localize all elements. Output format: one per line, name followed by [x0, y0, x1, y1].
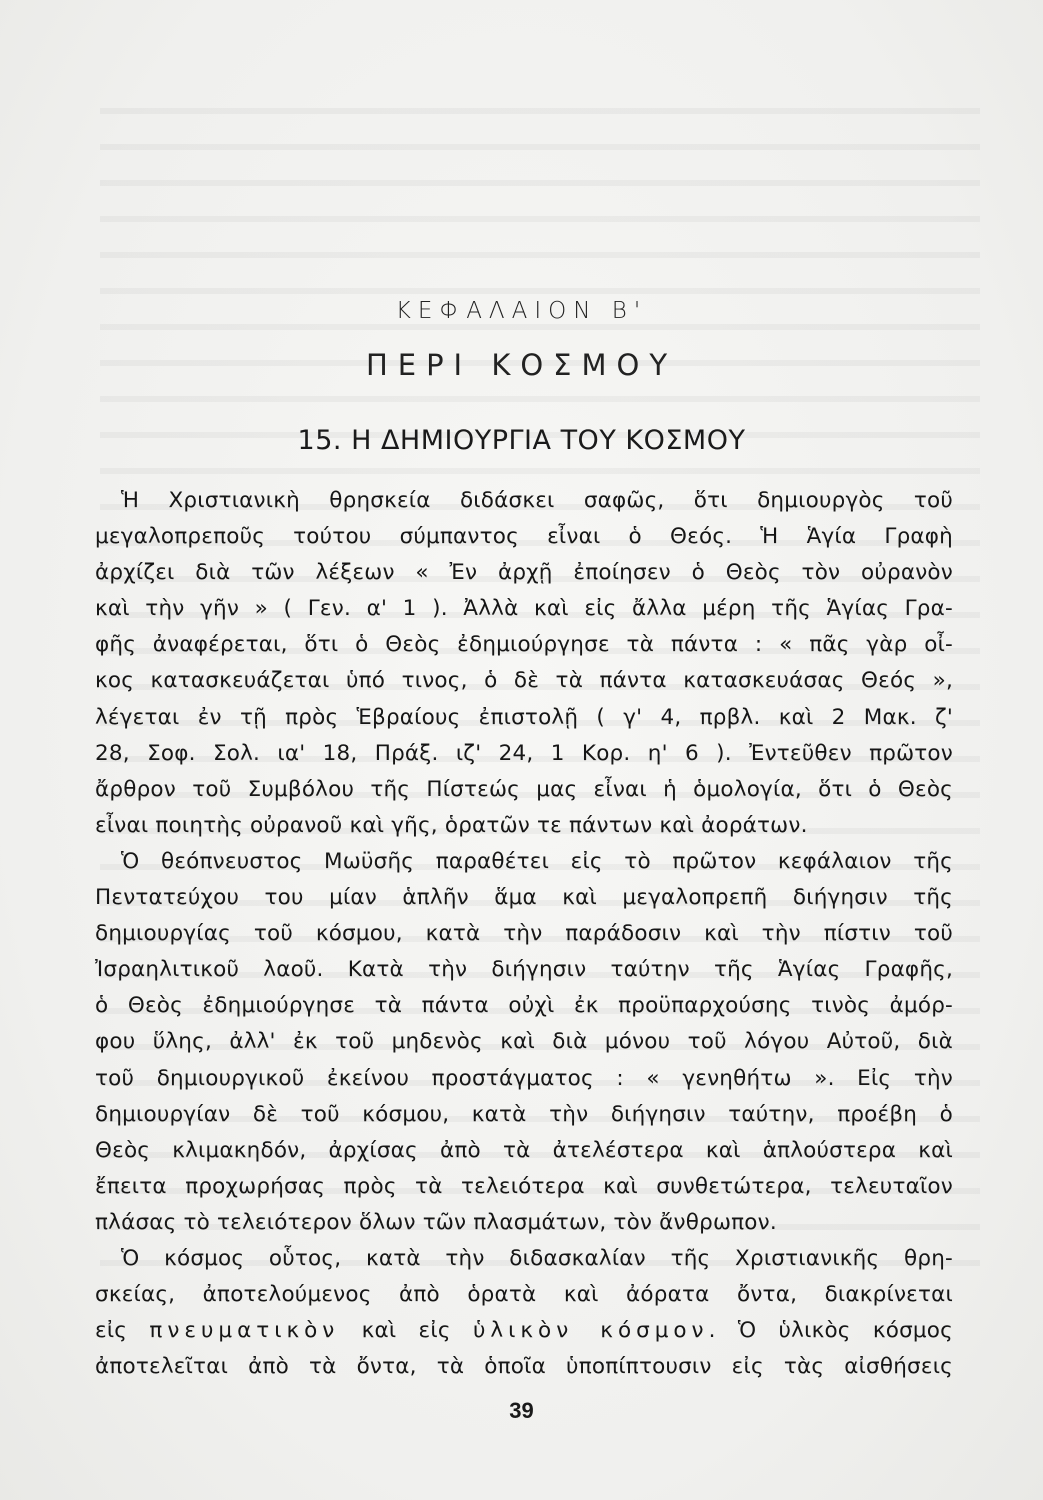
text-line: καὶ τὴν γῆν » ( Γεν. α' 1 ). Ἀλλὰ καὶ εἰς ἄλλα μέρη τῆς Ἁγίας Γρα-	[95, 596, 953, 622]
text-line: Ὁ κόσμος οὗτος, κατὰ τὴν διδασκαλίαν τῆς Χριστιανικῆς θρη-	[121, 1245, 953, 1271]
text-line: ἔπειτα προχωρήσας πρὸς τὰ τελειότερα καὶ συνθετώτερα, τελευταῖον	[95, 1173, 953, 1199]
chapter-heading: ΚΕΦΑΛΑΙΟΝ Β'	[395, 298, 648, 324]
text-line: Ἰσραηλιτικοῦ λαοῦ. Κατὰ τὴν διήγησιν ταύτην τῆς Ἁγίας Γραφῆς,	[95, 957, 953, 983]
text-line-spaced	[95, 1313, 953, 1349]
text-line: Πεντατεύχου του μίαν ἁπλῆν ἅμα καὶ μεγαλοπρεπῆ διήγησιν τῆς	[95, 885, 953, 911]
text-line: φῆς ἀναφέρεται, ὅτι ὁ Θεὸς ἐδημιούργησε τὰ πάντα : « πᾶς γὰρ οἶ-	[95, 632, 953, 658]
body-text	[95, 483, 953, 1385]
text-line: πλάσας τὸ τελειότερον ὅλων τῶν πλασμάτων, τὸν ἄνθρωπον.	[95, 1209, 777, 1235]
spaced-term-material: ὑλικὸν κόσμον	[472, 1318, 709, 1344]
text-line: Ἡ Χριστιανικὴ θρησκεία διδάσκει σαφῶς, ὅτι δημιουργὸς τοῦ	[121, 488, 953, 513]
text-line: δημιουργίας τοῦ κόσμου, κατὰ τὴν παράδοσιν καὶ τὴν πίστιν τοῦ	[95, 921, 953, 947]
section-heading: 15. Η ΔΗΜΙΟΥΡΓΙΑ ΤΟΥ ΚΟΣΜΟΥ	[297, 425, 746, 456]
text-fragment: καὶ εἰς	[361, 1318, 451, 1344]
text-line: κος κατασκευάζεται ὑπό τινος, ὁ δὲ τὰ πάντα κατασκευάσας Θεός »,	[95, 668, 953, 694]
text-line: φου ὕλης, ἀλλ' ἐκ τοῦ μηδενὸς καὶ διὰ μόνου τοῦ λόγου Αὐτοῦ, διὰ	[95, 1029, 953, 1055]
text-line: σκείας, ἀποτελούμενος ἀπὸ ὁρατὰ καὶ ἀόρατα ὄντα, διακρίνεται	[95, 1282, 953, 1308]
text-line: ἄρθρον τοῦ Συμβόλου τῆς Πίστεώς μας εἶναι ἡ ὁμολογία, ὅτι ὁ Θεὸς	[95, 776, 953, 802]
text-fragment: . Ὁ ὑλικὸς κόσμος	[708, 1318, 953, 1344]
text-line: λέγεται ἐν τῇ πρὸς Ἑβραίους ἐπιστολῇ ( γ' 4, πρβλ. καὶ 2 Μακ. ζ'	[95, 704, 953, 730]
text-line: μεγαλοπρεποῦς τούτου σύμπαντος εἶναι ὁ Θεός. Ἡ Ἁγία Γραφὴ	[95, 524, 953, 550]
text-line: ἀποτελεῖται ἀπὸ τὰ ὄντα, τὰ ὁποῖα ὑποπίπτουσιν εἰς τὰς αἰσθήσεις	[95, 1354, 953, 1380]
spaced-term-spiritual: πνευματικὸν	[149, 1318, 340, 1344]
text-line: 28, Σοφ. Σολ. ια' 18, Πράξ. ιζ' 24, 1 Κορ. η' 6 ). Ἐντεῦθεν πρῶτον	[95, 740, 953, 766]
text-line: ὁ Θεὸς ἐδημιούργησε τὰ πάντα οὐχὶ ἐκ προϋπαρχούσης τινὸς ἀμόρ-	[95, 993, 953, 1019]
text-line: Ὁ θεόπνευστος Μωϋσῆς παραθέτει εἰς τὸ πρῶτον κεφάλαιον τῆς	[121, 848, 953, 874]
text-line: τοῦ δημιουργικοῦ ἐκείνου προστάγματος : « γενηθήτω ». Εἰς τὴν	[95, 1065, 953, 1091]
chapter-title: ΠΕΡΙ ΚΟΣΜΟΥ	[365, 348, 678, 382]
text-line: δημιουργίαν δὲ τοῦ κόσμου, κατὰ τὴν διήγησιν ταύτην, προέβη ὁ	[95, 1101, 953, 1127]
text-line: Θεὸς κλιμακηδόν, ἀρχίσας ἀπὸ τὰ ἀτελέστερα καὶ ἁπλούστερα καὶ	[95, 1137, 953, 1163]
page-number: 39	[509, 1398, 534, 1423]
text-line: ἀρχίζει διὰ τῶν λέξεων « Ἐν ἀρχῇ ἐποίησεν ὁ Θεὸς τὸν οὐρανὸν	[95, 560, 953, 586]
text-line: εἶναι ποιητὴς οὐρανοῦ καὶ γῆς, ὁρατῶν τε πάντων καὶ ἀοράτων.	[95, 812, 808, 838]
text-fragment: εἰς	[95, 1318, 128, 1344]
